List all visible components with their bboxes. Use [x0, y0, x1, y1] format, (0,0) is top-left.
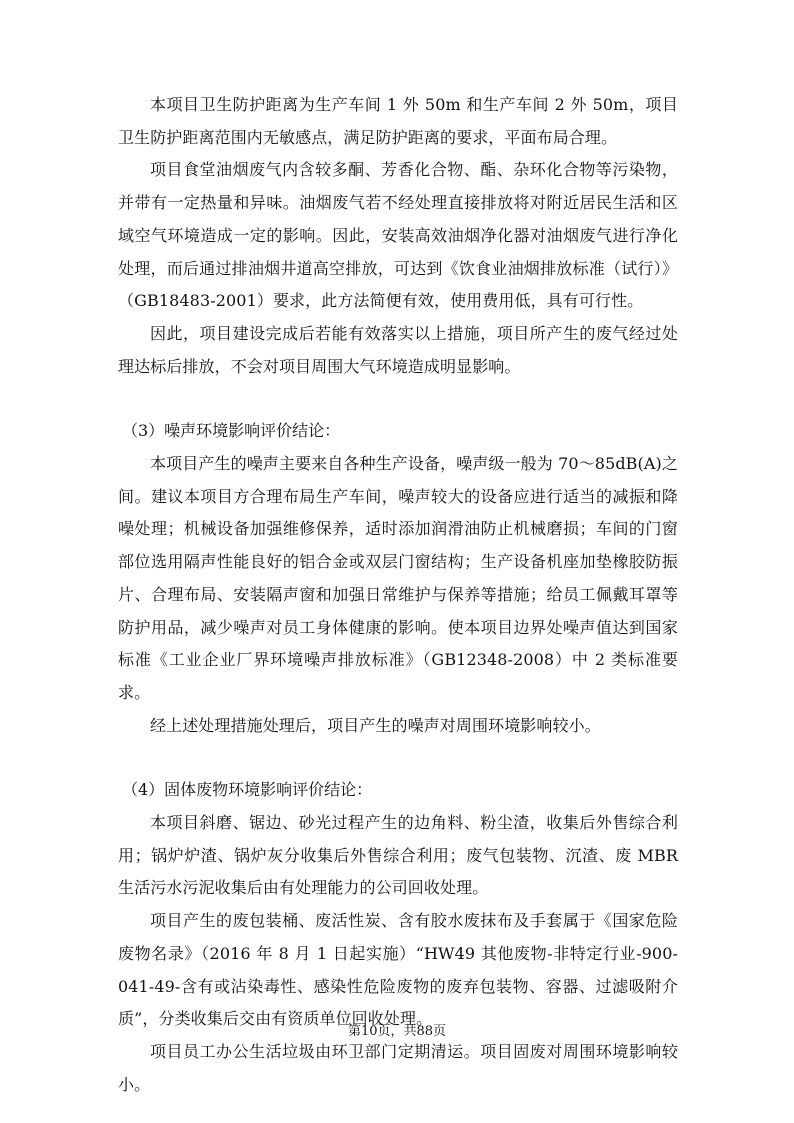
paragraph: 项目食堂油烟废气内含较多酮、芳香化合物、酯、杂环化合物等污染物，并带有一定热量和异味。油烟废气若不经处理直接排放将对附近居民生活和区域空气环境造成一定的影响。因此，安装高效油烟净化器对油烟废气进行净化处理，而后通过排油烟井道高空排放，可达到《饮食业油烟排放标准（试行）》（GB18483-2001）要求，此方法简便有效，使用费用低，具有可行性。 [118, 160, 678, 311]
paragraph: 项目员工办公生活垃圾由环卫部门定期清运。项目固废对周围环境影响较小。 [118, 1041, 678, 1094]
paragraph: 本项目卫生防护距离为生产车间 1 外 50m 和生产车间 2 外 50m，项目卫生防护距离范围内无敏感点，满足防护距离的要求，平面布局合理。 [118, 95, 678, 147]
paragraph: 本项目斜磨、锯边、砂光过程产生的边角料、粉尘渣，收集后外售综合利用；锅炉炉渣、锅炉灰分收集后外售综合利用；废气包装物、沉渣、废 MBR 生活污水污泥收集后由有处理能力的公司回收处理。 [118, 813, 678, 898]
paragraph: 因此，项目建设完成后若能有效落实以上措施，项目所产生的废气经过处理达标后排放，不会对项目周围大气环境造成明显影响。 [118, 323, 678, 376]
section-heading-noise: （3）噪声环境影响评价结论： [122, 421, 341, 441]
paragraph: 本项目产生的噪声主要来自各种生产设备，噪声级一般为 70～85dB(A)之间。建议本项目方合理布局生产车间，噪声较大的设备应进行适当的减振和降噪处理；机械设备加强维修保养，适时添加润滑油防止机械磨损；车间的门窗部位选用隔声性能良好的铝合金或双层门窗结构；生产设备机座加垫橡胶防振片、合理布局、安装隔声窗和加强日常维护与保养等措施；给员工佩戴耳罩等防护用品，减少噪声对员工身体健康的影响。使本项目边界处噪声值达到国家标准《工业企业厂界环境噪声排放标准》（GB12348-2008）中 2 类标准要求。 [118, 454, 678, 702]
page-number-footer: 第10页，共88页 [347, 1024, 447, 1039]
page-body [118, 89, 678, 1101]
paragraph: 经上述处理措施处理后，项目产生的噪声对周围环境影响较小。 [150, 715, 601, 735]
section-heading-solid-waste: （4）固体废物环境影响评价结论： [122, 780, 373, 800]
section-spacer [118, 383, 678, 415]
paragraph: 项目产生的废包装桶、废活性炭、含有胶水废抹布及手套属于《国家危险废物名录》（2016 年 8 月 1 日起实施）“HW49 其他废物-非特定行业-900-041-49-含有或沾染毒性、感染性危险废物的废弃包装物、容器、过滤吸附介质”，分类收集后交由有资质单位回收处理。 [118, 911, 678, 1029]
section-spacer [118, 742, 678, 774]
